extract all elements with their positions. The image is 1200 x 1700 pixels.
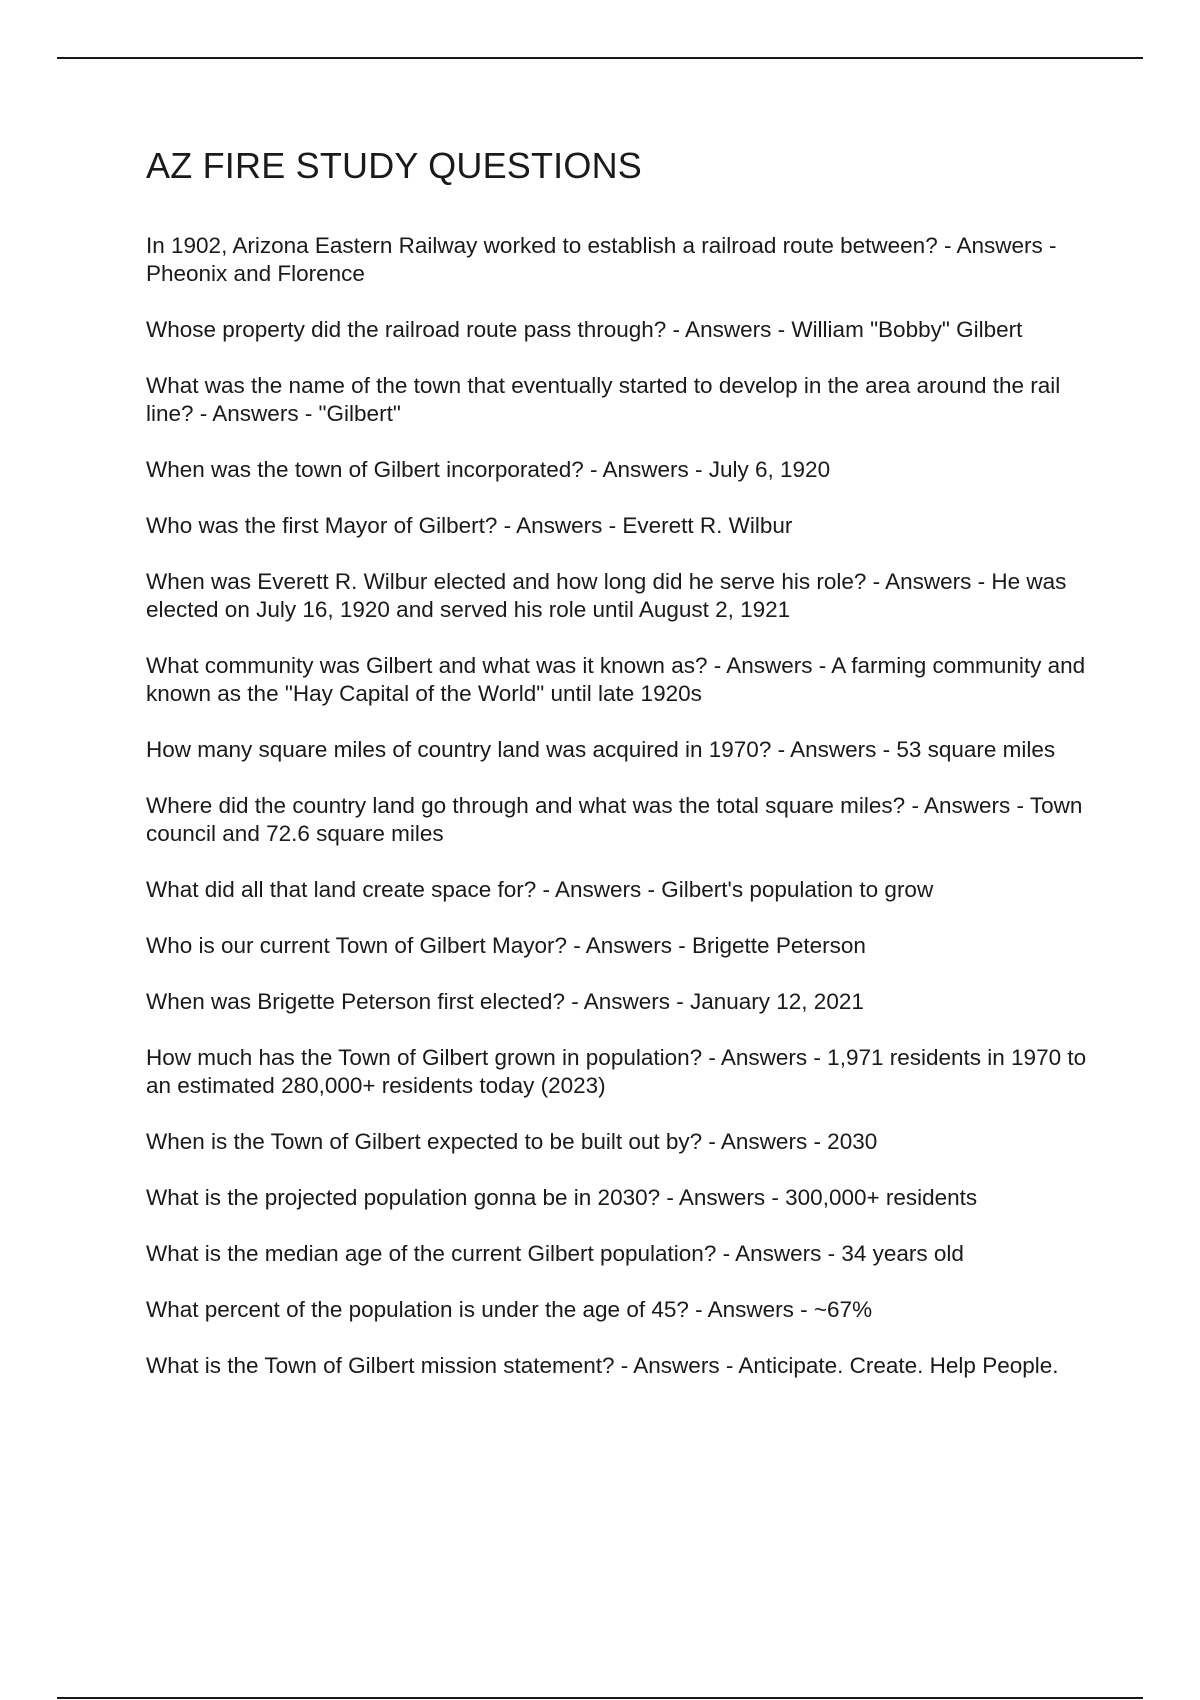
question-item-12: When was Brigette Peterson first elected? - Answers - January 12, 2021 bbox=[146, 989, 864, 1014]
question-item-7: What community was Gilbert and what was it known as? - Answers - A farming community and known as the "Hay Capital of the World" until late 1920s bbox=[146, 653, 1086, 706]
question-item-6: When was Everett R. Wilbur elected and how long did he serve his role? - Answers - He was elected on July 16, 1920 and served his role until August 2, 1921 bbox=[146, 569, 1067, 622]
top-divider bbox=[57, 57, 1143, 59]
question-item-10: What did all that land create space for? - Answers - Gilbert's population to grow bbox=[146, 877, 934, 902]
question-item-14: When is the Town of Gilbert expected to be built out by? - Answers - 2030 bbox=[146, 1129, 878, 1154]
question-list bbox=[146, 232, 1096, 1380]
question-item-11: Who is our current Town of Gilbert Mayor? - Answers - Brigette Peterson bbox=[146, 933, 866, 958]
question-item-4: When was the town of Gilbert incorporated? - Answers - July 6, 1920 bbox=[146, 457, 831, 482]
question-item-8: How many square miles of country land was acquired in 1970? - Answers - 53 square miles bbox=[146, 737, 1056, 762]
question-item-2: Whose property did the railroad route pass through? - Answers - William "Bobby" Gilbert bbox=[146, 317, 1023, 342]
question-item-15: What is the projected population gonna be in 2030? - Answers - 300,000+ residents bbox=[146, 1185, 978, 1210]
question-item-9: Where did the country land go through and what was the total square miles? - Answers - Town council and 72.6 square miles bbox=[146, 793, 1083, 846]
question-item-3: What was the name of the town that eventually started to develop in the area around the rail line? - Answers - "Gilbert" bbox=[146, 373, 1061, 426]
question-item-5: Who was the first Mayor of Gilbert? - Answers - Everett R. Wilbur bbox=[146, 513, 793, 538]
question-item-18: What is the Town of Gilbert mission statement? - Answers - Anticipate. Create. Help People. bbox=[146, 1353, 1059, 1378]
question-item-13: How much has the Town of Gilbert grown in population? - Answers - 1,971 residents in 1970 to an estimated 280,000+ residents today (2023) bbox=[146, 1045, 1087, 1098]
question-item-1: In 1902, Arizona Eastern Railway worked to establish a railroad route between? - Answers - Pheonix and Florence bbox=[146, 233, 1057, 286]
document-title: AZ FIRE STUDY QUESTIONS bbox=[146, 145, 642, 186]
document-body bbox=[146, 140, 1096, 1408]
question-item-17: What percent of the population is under the age of 45? - Answers - ~67% bbox=[146, 1297, 873, 1322]
question-item-16: What is the median age of the current Gilbert population? - Answers - 34 years old bbox=[146, 1241, 964, 1266]
bottom-divider bbox=[57, 1697, 1143, 1699]
